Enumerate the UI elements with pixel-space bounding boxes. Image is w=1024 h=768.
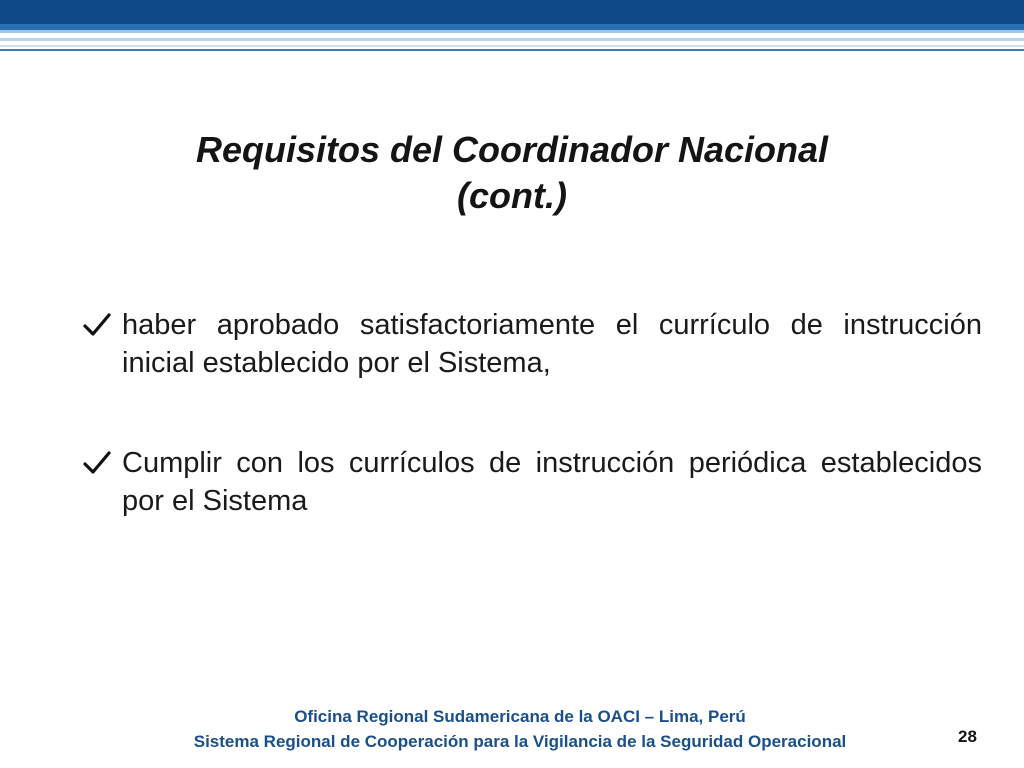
bullet-item	[82, 444, 982, 520]
footer-line1: Oficina Regional Sudamericana de la OACI – Lima, Perú	[294, 707, 746, 726]
footer-line2: Sistema Regional de Cooperación para la Vigilancia de la Seguridad Operacional	[193, 732, 847, 751]
header-stripe	[0, 49, 1024, 51]
header-stripe	[0, 45, 1024, 47]
bullet-text: Cumplir con los currículos de instrucción periódica establecidos por el Sistema	[122, 447, 982, 517]
bullet-text: haber aprobado satisfactoriamente el currículo de instrucción inicial establecido por el Sistema,	[122, 309, 982, 379]
slide-title-line1: Requisitos del Coordinador Nacional	[195, 129, 829, 170]
header-dark-band	[0, 0, 1024, 24]
page-number: 28	[958, 727, 977, 746]
check-mark-icon	[82, 450, 112, 476]
check-mark-icon	[82, 312, 112, 338]
footer	[70, 704, 970, 754]
slide-title-line2: (cont.)	[457, 175, 567, 216]
slide-title	[0, 127, 1024, 219]
bullet-item	[82, 306, 982, 382]
